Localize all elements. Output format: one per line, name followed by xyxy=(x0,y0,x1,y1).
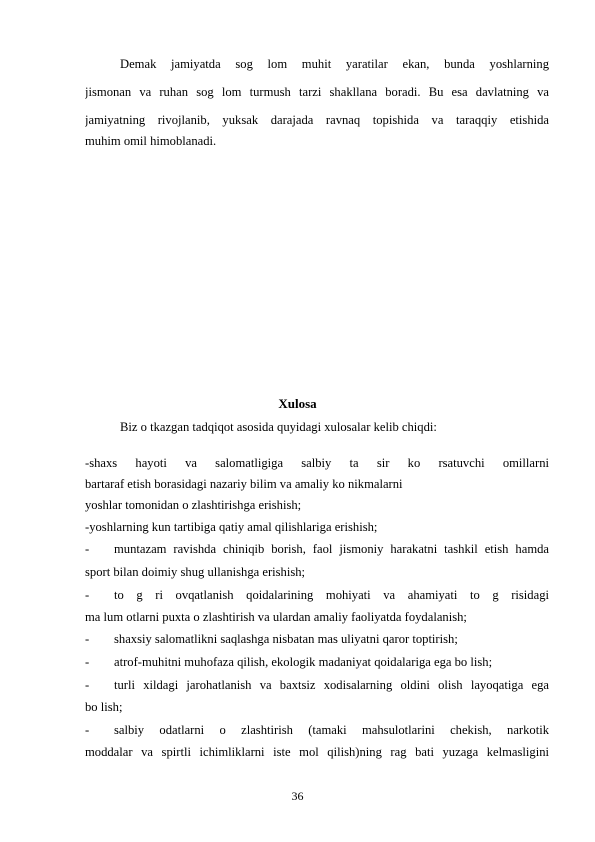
conclusion-item-5 xyxy=(85,629,549,649)
section-heading: Xulosa xyxy=(278,396,317,411)
conclusion-item-3-line-2: sport bilan doimiy shug ullanishga erishish; xyxy=(85,565,306,579)
conclusion-item-2: -yoshlarning kun tartibiga qatiy amal qilishlariga erishish; xyxy=(85,520,378,534)
conclusion-item-3-line-1: muntazam ravishda chiniqib borish, faol jismoniy harakatni tashkil etish hamda xyxy=(114,542,549,556)
intro-line-3: jamiyatning rivojlanib, yuksak darajada ravnaq topishida va taraqqiy etishida xyxy=(85,113,549,127)
section-lead: Biz o tkazgan tadqiqot asosida quyidagi xulosalar kelib chiqdi: xyxy=(120,420,437,434)
bullet-dash: - xyxy=(85,632,90,646)
conclusion-item-7 xyxy=(85,675,549,695)
conclusion-item-1-line-3: yoshlar tomonidan o zlashtirishga erishish; xyxy=(85,498,302,512)
page-number: 36 xyxy=(291,789,304,803)
conclusion-item-4 xyxy=(85,585,549,605)
conclusion-item-1-line-1: -shaxs hayoti va salomatligiga salbiy ta sir ko rsatuvchi omillarni xyxy=(85,456,549,470)
conclusion-item-7-line-1: turli xildagi jarohatlanish va baxtsiz xodisalarning oldini olish layoqatiga ega xyxy=(114,678,549,692)
intro-line-4: muhim omil himoblanadi. xyxy=(85,134,217,148)
bullet-dash: - xyxy=(85,655,90,669)
conclusion-item-6 xyxy=(85,652,549,672)
conclusion-item-5-text: shaxsiy salomatlikni saqlashga nisbatan mas uliyatni qaror toptirish; xyxy=(114,632,458,646)
conclusion-item-7-line-2: bo lish; xyxy=(85,700,123,714)
conclusion-item-3 xyxy=(85,539,549,559)
conclusion-item-4-line-1: to g ri ovqatlanish qoidalarining mohiyati va ahamiyati to g risidagi xyxy=(114,588,549,602)
bullet-dash: - xyxy=(85,723,90,737)
bullet-dash: - xyxy=(85,542,90,556)
conclusion-item-1-line-2: bartaraf etish borasidagi nazariy bilim va amaliy ko nikmalarni xyxy=(85,477,403,491)
conclusion-item-8 xyxy=(85,720,549,740)
conclusion-item-8-line-1: salbiy odatlarni o zlashtirish (tamaki mahsulotlarini chekish, narkotik xyxy=(114,723,549,737)
intro-line-1: Demak jamiyatda sog lom muhit yaratilar ekan, bunda yoshlarning xyxy=(120,57,549,71)
conclusion-item-4-line-2: ma lum otlarni puxta o zlashtirish va ulardan amaliy faoliyatda foydalanish; xyxy=(85,610,467,624)
bullet-dash: - xyxy=(85,678,90,692)
bullet-dash: - xyxy=(85,588,90,602)
conclusion-item-6-text: atrof-muhitni muhofaza qilish, ekologik madaniyat qoidalariga ega bo lish; xyxy=(114,655,493,669)
intro-line-2: jismonan va ruhan sog lom turmush tarzi shakllana boradi. Bu esa davlatning va xyxy=(85,85,549,99)
conclusion-item-8-line-2: moddalar va spirtli ichimliklarni iste mol qilish)ning rag bati yuzaga kelmasligini xyxy=(85,745,549,759)
